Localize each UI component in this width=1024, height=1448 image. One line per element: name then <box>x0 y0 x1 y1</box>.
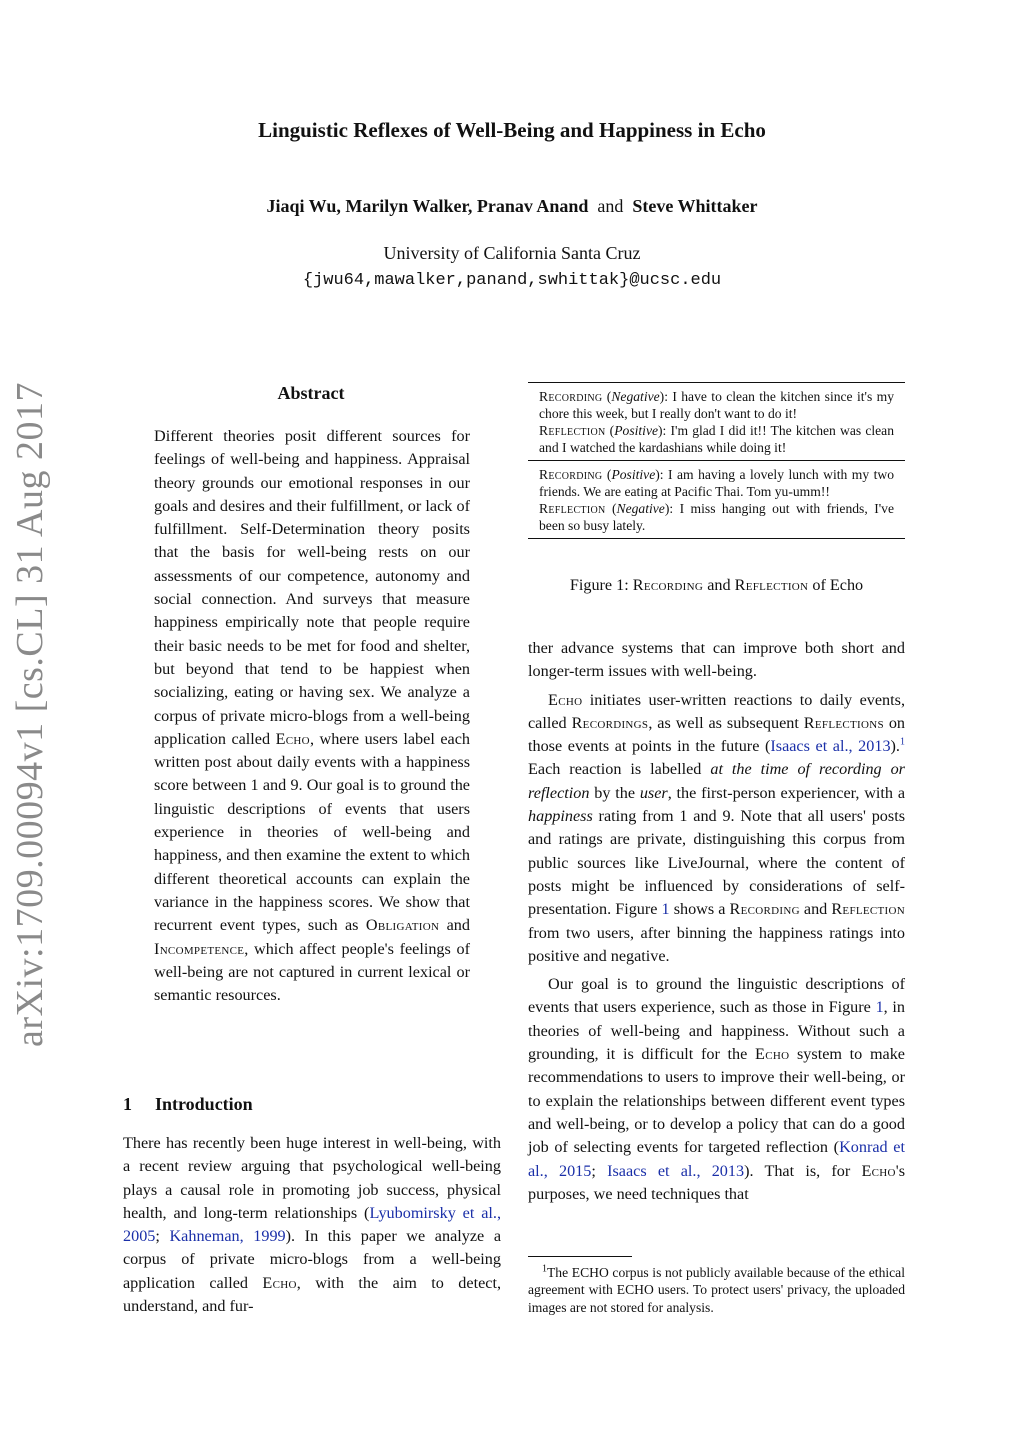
paragraph-continuation: ther advance systems that can improve both short and longer-term issues with well-being. <box>528 639 905 681</box>
sentiment-label: Positive <box>614 423 659 438</box>
text: , the first-person experiencer, with a <box>667 783 905 802</box>
abstract-and: and <box>439 916 470 935</box>
abstract-obligation: Obligation <box>365 916 440 935</box>
text: ). <box>890 737 900 756</box>
caption-and: and <box>703 576 735 594</box>
section-heading-introduction <box>123 1094 501 1115</box>
text: , in theories of well-being and happiness. Without such a grounding, it is difficult for the <box>528 998 905 1064</box>
citation-separator: ; <box>155 1227 170 1246</box>
reflections-term: Reflections <box>803 713 884 732</box>
author-emails[interactable] <box>0 268 1024 290</box>
intro-text-2: ). In this paper we analyze a corpus of private micro-blogs from a well-being application called <box>123 1227 502 1292</box>
recordings-term: Recordings <box>571 713 649 732</box>
caption-prefix: Figure 1: <box>569 576 633 594</box>
figure-reference-link[interactable]: 1 <box>661 900 670 919</box>
section-title: Introduction <box>155 1094 253 1114</box>
author-names: Jiaqi Wu, Marilyn Walker, Pranav Anand <box>266 196 589 216</box>
text: rating from 1 and 9. Note that all users' posts and ratings are private, distinguishing this corpus from public sources like LiveJournal, where the content of posts might be influenced by considerations of self-presentation. Figure <box>528 807 905 919</box>
citation-link[interactable]: Isaacs et al., 2013 <box>770 737 891 756</box>
text: 's purposes, we need techniques that <box>528 1161 906 1203</box>
text: ). That is, for <box>744 1161 862 1180</box>
text: from two users, after binning the happiness ratings into positive and negative. <box>528 923 905 965</box>
email-text: {jwu64,mawalker,panand,swhittak}@ucsc.edu <box>302 271 722 290</box>
sentiment-label: Negative <box>611 389 660 404</box>
reflection-label: Reflection <box>539 423 606 438</box>
citation-separator: ; <box>591 1161 608 1180</box>
abstract-text-1: Different theories posit different sources for feelings of well-being and happiness. Appraisal theory grounds our emotional responses in our goals and desires and their fulfillment, or lack of fulfillment. Self-Determination theory posits that the basis for well-being rests on our assessments of our competence, autonomy and social connection. And surveys that measure happiness empirically note that people require their basic needs to be met for food and shelter, but beyond that tend to be happiest when socializing, eating or having sex. We analyze a corpus of private micro-blogs from a well-being application called <box>154 427 470 748</box>
figure-bottom-rule <box>528 538 905 539</box>
author-last: Steve Whittaker <box>632 196 758 216</box>
intro-text-3: , with the aim to detect, understand, and fur- <box>123 1273 501 1316</box>
footnote-text: The ECHO corpus is not publicly available because of the ethical agreement with ECHO users. To protect users' privacy, the uploaded images are not stored for analysis. <box>528 1265 905 1315</box>
recording-label: Recording <box>539 467 603 482</box>
echo-term: Echo <box>861 1161 896 1180</box>
emphasis: user <box>639 783 668 802</box>
abstract-text-3: , which affect people's feelings of well-being are not captured in current lexical or semantic resources. <box>154 939 470 1005</box>
text: system to make recommendations to users to improve their well-being, or to explain the relationships between different event types and well-being, or to develop a policy that can do a good job of selecting events for targeted reflection ( <box>528 1045 905 1157</box>
abstract-incompetence: Incompetence <box>154 939 245 958</box>
citation-link[interactable]: Lyubomirsky et al., 2005 <box>123 1203 502 1246</box>
figure-caption <box>528 576 905 595</box>
text: initiates user-written reactions to daily events, called <box>528 690 905 732</box>
echo-term: Echo <box>548 690 583 709</box>
text: by the <box>589 783 640 802</box>
abstract-text-2: , where users label each written post about daily events with a happiness score between 1 and 9. Our goal is to ground the linguistic descriptions of events that users experience in theories of well-being and happiness, and then examine the extent to which different theoretical accounts can explain the variance in the happiness scores. We show that recurrent event types, such as <box>154 729 470 935</box>
sentiment-label: Negative <box>616 501 665 516</box>
footnote <box>528 1264 905 1316</box>
text: Our goal is to ground the linguistic descriptions of events that users experience, such as those in Figure <box>528 975 905 1017</box>
caption-suffix: of Echo <box>808 576 864 594</box>
figure-entry-2: Recording (Positive): I am having a lovely lunch with my two friends. We are eating at Pacific Thai. Tom yu-umm!! Reflection (Negative): I miss hanging out with friends, I've been so busy lately. <box>539 467 894 533</box>
footnote-rule <box>528 1256 632 1257</box>
recording-text: : I have to clean the kitchen since it's my chore this week, but I really don't want to do it! <box>539 389 894 421</box>
echo-term: Echo <box>755 1045 790 1064</box>
reflection-term: Reflection <box>831 900 906 919</box>
citation-link[interactable]: Kahneman, 1999 <box>169 1227 286 1246</box>
right-column-body <box>528 637 905 1206</box>
paragraph-echo-description <box>528 689 905 969</box>
citation-link[interactable]: Konrad et al., 2015 <box>528 1138 905 1180</box>
text: , as well as subsequent <box>648 713 804 732</box>
reflection-text: : I miss hanging out with friends, I've been so busy lately. <box>539 501 894 533</box>
footnote-marker[interactable]: 1 <box>899 736 905 748</box>
section-number: 1 <box>123 1094 132 1114</box>
recording-term: Recording <box>729 900 800 919</box>
abstract-echo: Echo <box>275 729 310 748</box>
abstract-heading: Abstract <box>277 383 345 403</box>
intro-text-1: There has recently been huge interest in well-being, with a recent review arguing that psychological well-being plays a causal role in promoting job success, physical health, and long-term relationships ( <box>123 1134 501 1222</box>
emphasis: happiness <box>528 807 593 826</box>
reflection-label: Reflection <box>539 501 606 516</box>
author-conjunction: and <box>597 196 624 216</box>
emphasis: at the time of recording or reflection <box>528 760 905 802</box>
figure-1 <box>528 382 905 539</box>
citation-link[interactable]: Isaacs et al., 2013 <box>607 1161 745 1180</box>
figure-reference-link[interactable]: 1 <box>875 998 884 1017</box>
affiliation: University of California Santa Cruz <box>383 243 641 263</box>
reflection-text: : I'm glad I did it!! The kitchen was clean and I watched the kardashians while doing it! <box>539 423 894 455</box>
footnote-number: 1 <box>542 1263 547 1275</box>
intro-echo: Echo <box>262 1273 297 1292</box>
arxiv-stamp: arXiv:1709.00094v1 [cs.CL] 31 Aug 2017 <box>9 382 51 1047</box>
paper-title: Linguistic Reflexes of Well-Being and Happiness in Echo <box>258 118 766 142</box>
recording-text: : I am having a lovely lunch with my two friends. We are eating at Pacific Thai. Tom yu-umm!! <box>539 467 894 499</box>
text: Each reaction is labelled <box>528 760 711 779</box>
caption-recording: Recording <box>632 576 704 594</box>
figure-entry-1: Recording (Negative): I have to clean the kitchen since it's my chore this week, but I really don't want to do it! Reflection (Positive): I'm glad I did it!! The kitchen was clean and I watched the kardashians while doing it! <box>539 389 894 455</box>
recording-label: Recording <box>539 389 603 404</box>
text: shows a <box>669 900 730 919</box>
text: on those events at points in the future ( <box>528 713 906 756</box>
caption-reflection: Reflection <box>734 576 809 594</box>
paragraph-goal <box>528 973 905 1206</box>
abstract-body <box>154 425 470 1007</box>
intro-paragraph <box>123 1132 501 1318</box>
sentiment-label: Positive <box>611 467 656 482</box>
text: and <box>799 900 832 919</box>
author-list <box>0 196 1024 217</box>
